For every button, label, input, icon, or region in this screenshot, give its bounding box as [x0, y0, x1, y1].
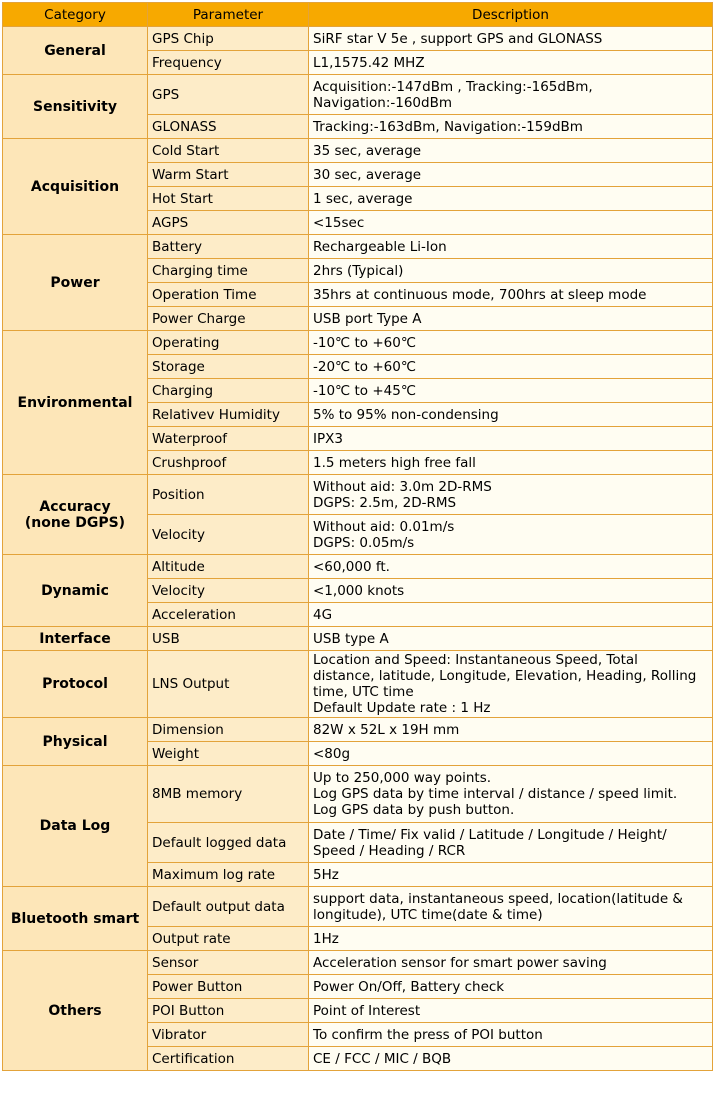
description-line: Without aid: 3.0m 2D-RMS [313, 478, 492, 495]
description-cell [309, 579, 713, 603]
category-physical [3, 718, 148, 766]
description-cell [309, 331, 713, 355]
description-cell [309, 863, 713, 887]
header-parameter: Parameter [148, 3, 309, 27]
category-interface [3, 627, 148, 651]
parameter-cell: Frequency [148, 51, 309, 75]
category-label: Sensitivity [33, 98, 117, 115]
parameter-cell: Charging [148, 379, 309, 403]
parameter-cell: Output rate [148, 927, 309, 951]
description-line: 35 sec, average [313, 142, 422, 159]
category-label: Dynamic [41, 582, 109, 599]
table-row [3, 951, 713, 975]
description-line: Acceleration sensor for smart power saving [313, 954, 607, 971]
header-category: Category [3, 3, 148, 27]
header-row [3, 3, 713, 27]
parameter-cell: Default logged data [148, 823, 309, 863]
category-label: Interface [39, 630, 111, 647]
table-row [3, 331, 713, 355]
parameter-cell: Default output data [148, 887, 309, 927]
parameter-cell: POI Button [148, 999, 309, 1023]
parameter-cell: LNS Output [148, 651, 309, 718]
parameter-cell: Storage [148, 355, 309, 379]
category-label: Power [50, 274, 100, 291]
parameter-cell: Altitude [148, 555, 309, 579]
description-line: Up to 250,000 way points. [313, 770, 492, 786]
description-cell [309, 951, 713, 975]
table-row [3, 718, 713, 742]
category-label: Data Log [39, 818, 111, 834]
description-cell [309, 515, 713, 555]
description-cell [309, 187, 713, 211]
parameter-cell: Relativev Humidity [148, 403, 309, 427]
parameter-cell: Waterproof [148, 427, 309, 451]
description-cell [309, 75, 713, 115]
description-cell [309, 823, 713, 863]
description-cell [309, 451, 713, 475]
description-cell [309, 235, 713, 259]
description-line: 5% to 95% non-condensing [313, 406, 499, 423]
description-line: Date / Time/ Fix valid / Latitude / Longitude / Height/ [313, 826, 667, 843]
description-line: CE / FCC / MIC / BQB [313, 1050, 452, 1067]
parameter-cell: Operating [148, 331, 309, 355]
parameter-cell: Warm Start [148, 163, 309, 187]
parameter-cell: AGPS [148, 211, 309, 235]
description-cell [309, 163, 713, 187]
description-line: 35hrs at continuous mode, 700hrs at sleep mode [313, 286, 647, 303]
table-row [3, 27, 713, 51]
description-cell [309, 379, 713, 403]
description-line: To confirm the press of POI button [313, 1026, 543, 1043]
category-acquisition [3, 139, 148, 235]
description-line: 1Hz [313, 930, 339, 947]
description-line: Speed / Heading / RCR [313, 842, 466, 859]
description-line: 1 sec, average [313, 190, 413, 207]
description-line: -10℃ to +60℃ [313, 334, 416, 351]
parameter-cell: Operation Time [148, 283, 309, 307]
description-cell [309, 355, 713, 379]
parameter-cell: GLONASS [148, 115, 309, 139]
description-cell [309, 139, 713, 163]
description-cell [309, 1047, 713, 1071]
category-label: Bluetooth smart [10, 910, 140, 927]
description-line: longitude), UTC time(date & time) [313, 906, 543, 923]
description-line: Default Update rate : 1 Hz [313, 700, 491, 716]
description-line: 5Hz [313, 866, 339, 883]
category-general [3, 27, 148, 75]
description-cell [309, 718, 713, 742]
description-line: <60,000 ft. [313, 558, 390, 575]
description-line: -10℃ to +45℃ [313, 382, 416, 399]
category-others [3, 951, 148, 1071]
description-line: distance, latitude, Longitude, Elevation, Heading, Rolling [313, 668, 697, 684]
category-label: Environmental [17, 394, 133, 411]
category-accuracy-none-dgps [3, 475, 148, 555]
description-line: Navigation:-160dBm [313, 94, 452, 111]
category-dynamic [3, 555, 148, 627]
category-label: Protocol [42, 676, 108, 692]
parameter-cell: Cold Start [148, 139, 309, 163]
description-line: Acquisition:-147dBm , Tracking:-165dBm, [313, 78, 593, 95]
category-label: Accuracy [39, 498, 111, 515]
category-data-log [3, 766, 148, 887]
description-cell [309, 427, 713, 451]
category-bluetooth-smart [3, 887, 148, 951]
description-line: IPX3 [313, 430, 343, 447]
description-cell [309, 115, 713, 139]
category-label: General [44, 42, 106, 59]
description-line: 2hrs (Typical) [313, 262, 404, 279]
spec-table [2, 2, 713, 1071]
description-line: Log GPS data by time interval / distance / speed limit. [313, 786, 678, 802]
description-cell [309, 651, 713, 718]
category-label: Others [48, 1002, 102, 1019]
parameter-cell: Maximum log rate [148, 863, 309, 887]
parameter-cell: 8MB memory [148, 766, 309, 823]
description-line: 30 sec, average [313, 166, 422, 183]
description-line: Power On/Off, Battery check [313, 978, 505, 995]
parameter-cell: Crushproof [148, 451, 309, 475]
description-cell [309, 999, 713, 1023]
table-row [3, 887, 713, 927]
description-cell [309, 887, 713, 927]
table-row [3, 235, 713, 259]
description-cell [309, 27, 713, 51]
description-line: support data, instantaneous speed, location(latitude & [313, 890, 683, 907]
description-line: DGPS: 0.05m/s [313, 534, 415, 551]
description-line: 1.5 meters high free fall [313, 454, 476, 471]
description-line: time, UTC time [313, 684, 414, 700]
description-line: 82W x 52L x 19H mm [313, 721, 460, 738]
header-description: Description [309, 3, 713, 27]
description-line: USB type A [313, 630, 389, 647]
description-line: DGPS: 2.5m, 2D-RMS [313, 494, 457, 511]
table-row [3, 627, 713, 651]
parameter-cell: Power Button [148, 975, 309, 999]
category-label: (none DGPS) [24, 514, 126, 531]
description-cell [309, 555, 713, 579]
description-line: SiRF star V 5e , support GPS and GLONASS [313, 30, 603, 47]
parameter-cell: Battery [148, 235, 309, 259]
category-protocol [3, 651, 148, 718]
parameter-cell: Velocity [148, 515, 309, 555]
table-row [3, 139, 713, 163]
description-line: 4G [313, 606, 333, 623]
parameter-cell: Hot Start [148, 187, 309, 211]
description-cell [309, 627, 713, 651]
table-row [3, 75, 713, 115]
description-cell [309, 259, 713, 283]
category-sensitivity [3, 75, 148, 139]
table-body [3, 27, 713, 1071]
description-cell [309, 211, 713, 235]
description-line: Log GPS data by push button. [313, 802, 515, 818]
description-cell [309, 283, 713, 307]
description-line: <1,000 knots [313, 582, 405, 599]
parameter-cell: Sensor [148, 951, 309, 975]
parameter-cell: Velocity [148, 579, 309, 603]
parameter-cell: Charging time [148, 259, 309, 283]
description-cell [309, 307, 713, 331]
description-line: Point of Interest [313, 1002, 421, 1019]
category-environmental [3, 331, 148, 475]
table-row [3, 651, 713, 718]
description-line: L1,1575.42 MHZ [313, 54, 425, 71]
description-cell [309, 1023, 713, 1047]
category-label: Physical [42, 733, 108, 750]
parameter-cell: Weight [148, 742, 309, 766]
description-line: <15sec [313, 214, 365, 231]
table-header [3, 3, 713, 27]
parameter-cell: Acceleration [148, 603, 309, 627]
description-cell [309, 51, 713, 75]
parameter-cell: Vibrator [148, 1023, 309, 1047]
table-row [3, 555, 713, 579]
description-cell [309, 975, 713, 999]
table-row [3, 766, 713, 823]
description-line: Rechargeable Li-Ion [313, 238, 447, 255]
description-cell [309, 475, 713, 515]
description-line: USB port Type A [313, 310, 422, 327]
description-line: <80g [313, 745, 351, 762]
description-line: Tracking:-163dBm, Navigation:-159dBm [313, 118, 583, 135]
parameter-cell: GPS [148, 75, 309, 115]
description-line: -20℃ to +60℃ [313, 358, 416, 375]
description-cell [309, 766, 713, 823]
category-label: Acquisition [30, 178, 120, 195]
description-cell [309, 742, 713, 766]
parameter-cell: Position [148, 475, 309, 515]
parameter-cell: USB [148, 627, 309, 651]
parameter-cell: GPS Chip [148, 27, 309, 51]
description-cell [309, 403, 713, 427]
parameter-cell: Certification [148, 1047, 309, 1071]
description-cell [309, 927, 713, 951]
description-line: Location and Speed: Instantaneous Speed, Total [313, 652, 638, 668]
category-power [3, 235, 148, 331]
parameter-cell: Dimension [148, 718, 309, 742]
table-row [3, 475, 713, 515]
description-line: Without aid: 0.01m/s [313, 518, 455, 535]
description-cell [309, 603, 713, 627]
parameter-cell: Power Charge [148, 307, 309, 331]
